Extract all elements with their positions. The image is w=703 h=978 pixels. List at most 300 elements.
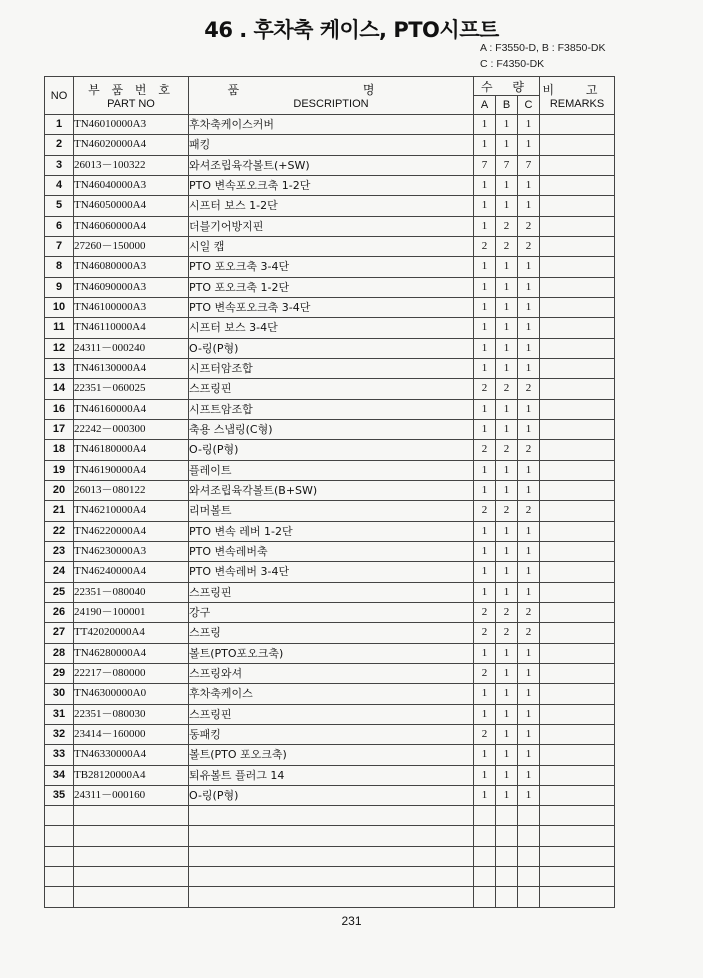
row-qty-a: 2 [474, 440, 496, 460]
table-row [45, 785, 615, 805]
table-row [45, 684, 615, 704]
row-qty-b: 1 [496, 582, 518, 602]
row-qty-a: 2 [474, 379, 496, 399]
row-description [189, 887, 474, 908]
row-no: 21 [45, 501, 74, 521]
table-row [45, 236, 615, 256]
row-part-no: TN46160000A4 [74, 399, 189, 419]
row-qty-b [496, 826, 518, 846]
header-qty-a: A [474, 96, 496, 115]
row-remarks [540, 460, 615, 480]
row-no: 30 [45, 684, 74, 704]
table-row-empty [45, 846, 615, 866]
row-qty-a [474, 826, 496, 846]
header-qty-b: B [496, 96, 518, 115]
row-part-no: TN46190000A4 [74, 460, 189, 480]
row-qty-b: 1 [496, 277, 518, 297]
row-part-no: TN46230000A3 [74, 541, 189, 561]
row-part-no: TN46330000A4 [74, 745, 189, 765]
row-remarks [540, 216, 615, 236]
row-qty-b: 1 [496, 338, 518, 358]
row-no: 19 [45, 460, 74, 480]
row-qty-c [518, 867, 540, 887]
table-row [45, 745, 615, 765]
row-remarks [540, 867, 615, 887]
row-qty-a: 1 [474, 704, 496, 724]
row-no: 16 [45, 399, 74, 419]
row-no [45, 867, 74, 887]
row-part-no: TN46090000A3 [74, 277, 189, 297]
row-part-no: TN46010000A3 [74, 115, 189, 135]
row-qty-a: 1 [474, 480, 496, 500]
row-qty-c: 1 [518, 460, 540, 480]
row-qty-a: 1 [474, 785, 496, 805]
row-qty-c: 1 [518, 541, 540, 561]
row-no: 6 [45, 216, 74, 236]
table-row [45, 521, 615, 541]
row-no: 23 [45, 541, 74, 561]
row-qty-b: 1 [496, 724, 518, 744]
row-no: 28 [45, 643, 74, 663]
row-description: 패킹 [189, 135, 474, 155]
table-row [45, 399, 615, 419]
row-remarks [540, 887, 615, 908]
table-row [45, 501, 615, 521]
row-qty-c: 1 [518, 562, 540, 582]
row-description: PTO 변속포오크축 1-2단 [189, 175, 474, 195]
row-qty-a: 2 [474, 623, 496, 643]
row-no: 13 [45, 358, 74, 378]
row-qty-a: 1 [474, 216, 496, 236]
row-no: 29 [45, 663, 74, 683]
row-qty-b: 1 [496, 358, 518, 378]
row-no: 24 [45, 562, 74, 582]
row-remarks [540, 684, 615, 704]
table-row [45, 297, 615, 317]
row-part-no [74, 887, 189, 908]
row-no: 11 [45, 318, 74, 338]
row-part-no: 23414－160000 [74, 724, 189, 744]
row-no: 14 [45, 379, 74, 399]
header-desc-en: DESCRIPTION [293, 98, 369, 110]
header-part-no [74, 77, 189, 115]
row-qty-c: 1 [518, 684, 540, 704]
row-no: 12 [45, 338, 74, 358]
row-no: 26 [45, 602, 74, 622]
row-qty-a: 2 [474, 236, 496, 256]
table-row [45, 379, 615, 399]
row-qty-c [518, 826, 540, 846]
row-description: PTO 변속레버 3-4단 [189, 562, 474, 582]
row-description: 시프터 보스 1-2단 [189, 196, 474, 216]
row-remarks [540, 623, 615, 643]
row-remarks [540, 643, 615, 663]
row-no [45, 826, 74, 846]
row-qty-a: 1 [474, 562, 496, 582]
row-qty-c: 1 [518, 175, 540, 195]
row-qty-b: 1 [496, 175, 518, 195]
row-no: 22 [45, 521, 74, 541]
row-no: 27 [45, 623, 74, 643]
row-qty-b: 1 [496, 399, 518, 419]
row-description: 강구 [189, 602, 474, 622]
row-qty-a: 2 [474, 724, 496, 744]
row-remarks [540, 399, 615, 419]
row-description: 시프트암조합 [189, 399, 474, 419]
row-part-no: 22351－060025 [74, 379, 189, 399]
row-qty-b: 1 [496, 663, 518, 683]
row-description: 스프링핀 [189, 582, 474, 602]
row-description: 볼트(PTO포오크축) [189, 643, 474, 663]
row-part-no: 27260－150000 [74, 236, 189, 256]
row-qty-a: 1 [474, 318, 496, 338]
row-remarks [540, 297, 615, 317]
row-remarks [540, 379, 615, 399]
row-no: 31 [45, 704, 74, 724]
row-description: 퇴유볼트 플러그 14 [189, 765, 474, 785]
row-description: 와셔조립육각볼트(+SW) [189, 155, 474, 175]
row-qty-b: 1 [496, 562, 518, 582]
row-qty-b [496, 867, 518, 887]
row-description: PTO 변속레버축 [189, 541, 474, 561]
header-part-en: PART NO [107, 98, 155, 110]
row-part-no: 24190－100001 [74, 602, 189, 622]
table-row [45, 602, 615, 622]
row-part-no: TN46280000A4 [74, 643, 189, 663]
row-remarks [540, 826, 615, 846]
parts-table [44, 76, 615, 908]
row-part-no [74, 846, 189, 866]
row-no: 2 [45, 135, 74, 155]
row-no: 4 [45, 175, 74, 195]
row-qty-c: 7 [518, 155, 540, 175]
row-part-no: TN46300000A0 [74, 684, 189, 704]
row-part-no: TN46110000A4 [74, 318, 189, 338]
row-remarks [540, 745, 615, 765]
row-remarks [540, 806, 615, 826]
row-no: 18 [45, 440, 74, 460]
row-qty-a: 1 [474, 338, 496, 358]
row-remarks [540, 358, 615, 378]
row-description: 플레이트 [189, 460, 474, 480]
row-no: 10 [45, 297, 74, 317]
row-qty-c: 1 [518, 643, 540, 663]
row-qty-a [474, 806, 496, 826]
row-description: O-링(P형) [189, 440, 474, 460]
row-part-no: TN46210000A4 [74, 501, 189, 521]
row-part-no: TN46050000A4 [74, 196, 189, 216]
row-qty-c: 1 [518, 480, 540, 500]
row-qty-b [496, 806, 518, 826]
row-description: 더블기어방지핀 [189, 216, 474, 236]
row-remarks [540, 582, 615, 602]
row-qty-b: 2 [496, 501, 518, 521]
row-description: PTO 포오크축 3-4단 [189, 257, 474, 277]
row-remarks [540, 277, 615, 297]
table-row [45, 623, 615, 643]
row-description: 스프링 [189, 623, 474, 643]
row-part-no: TN46130000A4 [74, 358, 189, 378]
row-part-no: 26013－080122 [74, 480, 189, 500]
row-no: 3 [45, 155, 74, 175]
row-remarks [540, 135, 615, 155]
table-row [45, 216, 615, 236]
row-remarks [540, 846, 615, 866]
row-qty-c: 1 [518, 704, 540, 724]
table-row [45, 115, 615, 135]
row-qty-c: 1 [518, 338, 540, 358]
row-no: 20 [45, 480, 74, 500]
row-qty-b: 1 [496, 765, 518, 785]
row-description: 스프링핀 [189, 379, 474, 399]
row-no [45, 806, 74, 826]
header-qty-c: C [518, 96, 540, 115]
row-part-no: TB28120000A4 [74, 765, 189, 785]
table-row [45, 277, 615, 297]
row-remarks [540, 501, 615, 521]
row-no: 8 [45, 257, 74, 277]
header-no: NO [45, 77, 74, 115]
row-qty-b: 7 [496, 155, 518, 175]
row-remarks [540, 724, 615, 744]
row-qty-c: 1 [518, 399, 540, 419]
row-qty-a: 1 [474, 521, 496, 541]
row-qty-b: 2 [496, 216, 518, 236]
row-qty-b: 1 [496, 785, 518, 805]
table-row-empty [45, 887, 615, 908]
table-row [45, 460, 615, 480]
table-row-empty [45, 826, 615, 846]
row-qty-c: 1 [518, 358, 540, 378]
table-row [45, 643, 615, 663]
row-no [45, 846, 74, 866]
row-remarks [540, 175, 615, 195]
row-qty-c: 1 [518, 785, 540, 805]
row-qty-c: 1 [518, 582, 540, 602]
row-qty-b [496, 887, 518, 908]
table-row [45, 318, 615, 338]
row-qty-a: 1 [474, 541, 496, 561]
row-qty-c: 1 [518, 745, 540, 765]
row-part-no: TN46040000A3 [74, 175, 189, 195]
table-row [45, 338, 615, 358]
row-description: 후차축케이스커버 [189, 115, 474, 135]
row-no: 25 [45, 582, 74, 602]
row-description: PTO 변속 레버 1-2단 [189, 521, 474, 541]
row-qty-a: 1 [474, 175, 496, 195]
row-no: 33 [45, 745, 74, 765]
row-qty-b: 1 [496, 745, 518, 765]
row-qty-c: 2 [518, 602, 540, 622]
row-no: 9 [45, 277, 74, 297]
table-row [45, 358, 615, 378]
table-row [45, 196, 615, 216]
row-no: 17 [45, 419, 74, 439]
row-qty-b: 2 [496, 602, 518, 622]
row-part-no: TN46220000A4 [74, 521, 189, 541]
row-part-no: TN46080000A3 [74, 257, 189, 277]
row-qty-a [474, 887, 496, 908]
row-no: 34 [45, 765, 74, 785]
row-qty-a: 1 [474, 135, 496, 155]
row-qty-a: 1 [474, 460, 496, 480]
row-no: 5 [45, 196, 74, 216]
header-part-ko: 부 품 번 호 [88, 83, 174, 97]
header-description [189, 77, 474, 115]
row-part-no: TN46180000A4 [74, 440, 189, 460]
row-no: 32 [45, 724, 74, 744]
row-qty-a [474, 846, 496, 866]
row-no: 35 [45, 785, 74, 805]
table-row [45, 155, 615, 175]
row-qty-a: 2 [474, 602, 496, 622]
row-description: 리머볼트 [189, 501, 474, 521]
row-remarks [540, 704, 615, 724]
row-part-no: TT42020000A4 [74, 623, 189, 643]
table-row [45, 663, 615, 683]
table-row [45, 440, 615, 460]
row-part-no: TN46020000A4 [74, 135, 189, 155]
row-qty-a: 7 [474, 155, 496, 175]
row-qty-c: 1 [518, 257, 540, 277]
row-description: 와셔조립육각볼트(B+SW) [189, 480, 474, 500]
row-description: 시일 캡 [189, 236, 474, 256]
row-description [189, 806, 474, 826]
row-qty-c [518, 887, 540, 908]
row-description: O-링(P형) [189, 338, 474, 358]
row-qty-c: 1 [518, 196, 540, 216]
row-qty-c: 1 [518, 724, 540, 744]
row-qty-b: 1 [496, 115, 518, 135]
row-remarks [540, 663, 615, 683]
row-qty-b: 1 [496, 684, 518, 704]
row-qty-c [518, 806, 540, 826]
row-remarks [540, 338, 615, 358]
row-remarks [540, 419, 615, 439]
table-row [45, 582, 615, 602]
row-remarks [540, 196, 615, 216]
row-qty-b: 2 [496, 623, 518, 643]
row-remarks [540, 155, 615, 175]
parts-table-body [45, 115, 615, 908]
row-qty-b: 1 [496, 480, 518, 500]
row-description: O-링(P형) [189, 785, 474, 805]
header-desc-ko: 품 명 [227, 83, 435, 97]
row-qty-b: 1 [496, 419, 518, 439]
row-qty-c: 1 [518, 663, 540, 683]
row-description [189, 867, 474, 887]
row-qty-c: 2 [518, 236, 540, 256]
header-quantity: 수 량 [474, 77, 540, 96]
table-row [45, 541, 615, 561]
row-description: 볼트(PTO 포오크축) [189, 745, 474, 765]
model-legend [480, 40, 605, 72]
row-qty-a: 1 [474, 419, 496, 439]
row-qty-b: 2 [496, 440, 518, 460]
row-qty-c: 2 [518, 379, 540, 399]
row-qty-a [474, 867, 496, 887]
row-description: 후차축케이스 [189, 684, 474, 704]
row-remarks [540, 765, 615, 785]
model-legend-line: A : F3550-D, B : F3850-DK [480, 42, 606, 54]
row-qty-c: 1 [518, 277, 540, 297]
row-qty-c: 1 [518, 318, 540, 338]
row-qty-b: 1 [496, 297, 518, 317]
row-qty-c: 1 [518, 521, 540, 541]
row-qty-a: 2 [474, 663, 496, 683]
row-qty-c: 2 [518, 623, 540, 643]
row-part-no: 24311－000160 [74, 785, 189, 805]
row-description: 스프링핀 [189, 704, 474, 724]
table-row [45, 257, 615, 277]
row-qty-a: 2 [474, 501, 496, 521]
row-qty-a: 1 [474, 257, 496, 277]
row-qty-b: 1 [496, 643, 518, 663]
row-no [45, 887, 74, 908]
table-row [45, 704, 615, 724]
row-part-no: 22242－000300 [74, 419, 189, 439]
row-qty-b: 2 [496, 379, 518, 399]
row-qty-c [518, 846, 540, 866]
row-description: 동패킹 [189, 724, 474, 744]
row-remarks [540, 257, 615, 277]
row-remarks [540, 562, 615, 582]
row-qty-c: 2 [518, 216, 540, 236]
row-qty-b: 2 [496, 236, 518, 256]
row-part-no: TN46100000A3 [74, 297, 189, 317]
row-qty-a: 1 [474, 684, 496, 704]
row-qty-c: 1 [518, 765, 540, 785]
row-description [189, 846, 474, 866]
table-row [45, 135, 615, 155]
page-number: 231 [341, 914, 362, 928]
row-remarks [540, 318, 615, 338]
row-qty-b: 1 [496, 257, 518, 277]
model-legend-line: C : F4350-DK [480, 58, 545, 70]
row-remarks [540, 480, 615, 500]
row-part-no: TN46060000A4 [74, 216, 189, 236]
row-remarks [540, 785, 615, 805]
row-qty-a: 1 [474, 115, 496, 135]
table-row [45, 175, 615, 195]
table-row-empty [45, 806, 615, 826]
row-part-no [74, 806, 189, 826]
row-qty-c: 1 [518, 135, 540, 155]
row-no: 1 [45, 115, 74, 135]
row-qty-a: 1 [474, 582, 496, 602]
row-description: 스프링와셔 [189, 663, 474, 683]
row-qty-a: 1 [474, 765, 496, 785]
row-description: PTO 포오크축 1-2단 [189, 277, 474, 297]
row-part-no: 22217－080000 [74, 663, 189, 683]
row-remarks [540, 541, 615, 561]
header-remarks-ko: 비 고 [542, 83, 612, 97]
row-qty-a: 1 [474, 399, 496, 419]
table-row [45, 419, 615, 439]
row-qty-c: 1 [518, 115, 540, 135]
table-row-empty [45, 867, 615, 887]
row-part-no: 22351－080030 [74, 704, 189, 724]
row-qty-b: 1 [496, 135, 518, 155]
row-qty-b: 1 [496, 196, 518, 216]
row-qty-a: 1 [474, 297, 496, 317]
row-part-no: 26013－100322 [74, 155, 189, 175]
header-remarks-en: REMARKS [549, 98, 605, 110]
row-qty-b [496, 846, 518, 866]
row-qty-c: 2 [518, 440, 540, 460]
table-row [45, 562, 615, 582]
row-description [189, 826, 474, 846]
